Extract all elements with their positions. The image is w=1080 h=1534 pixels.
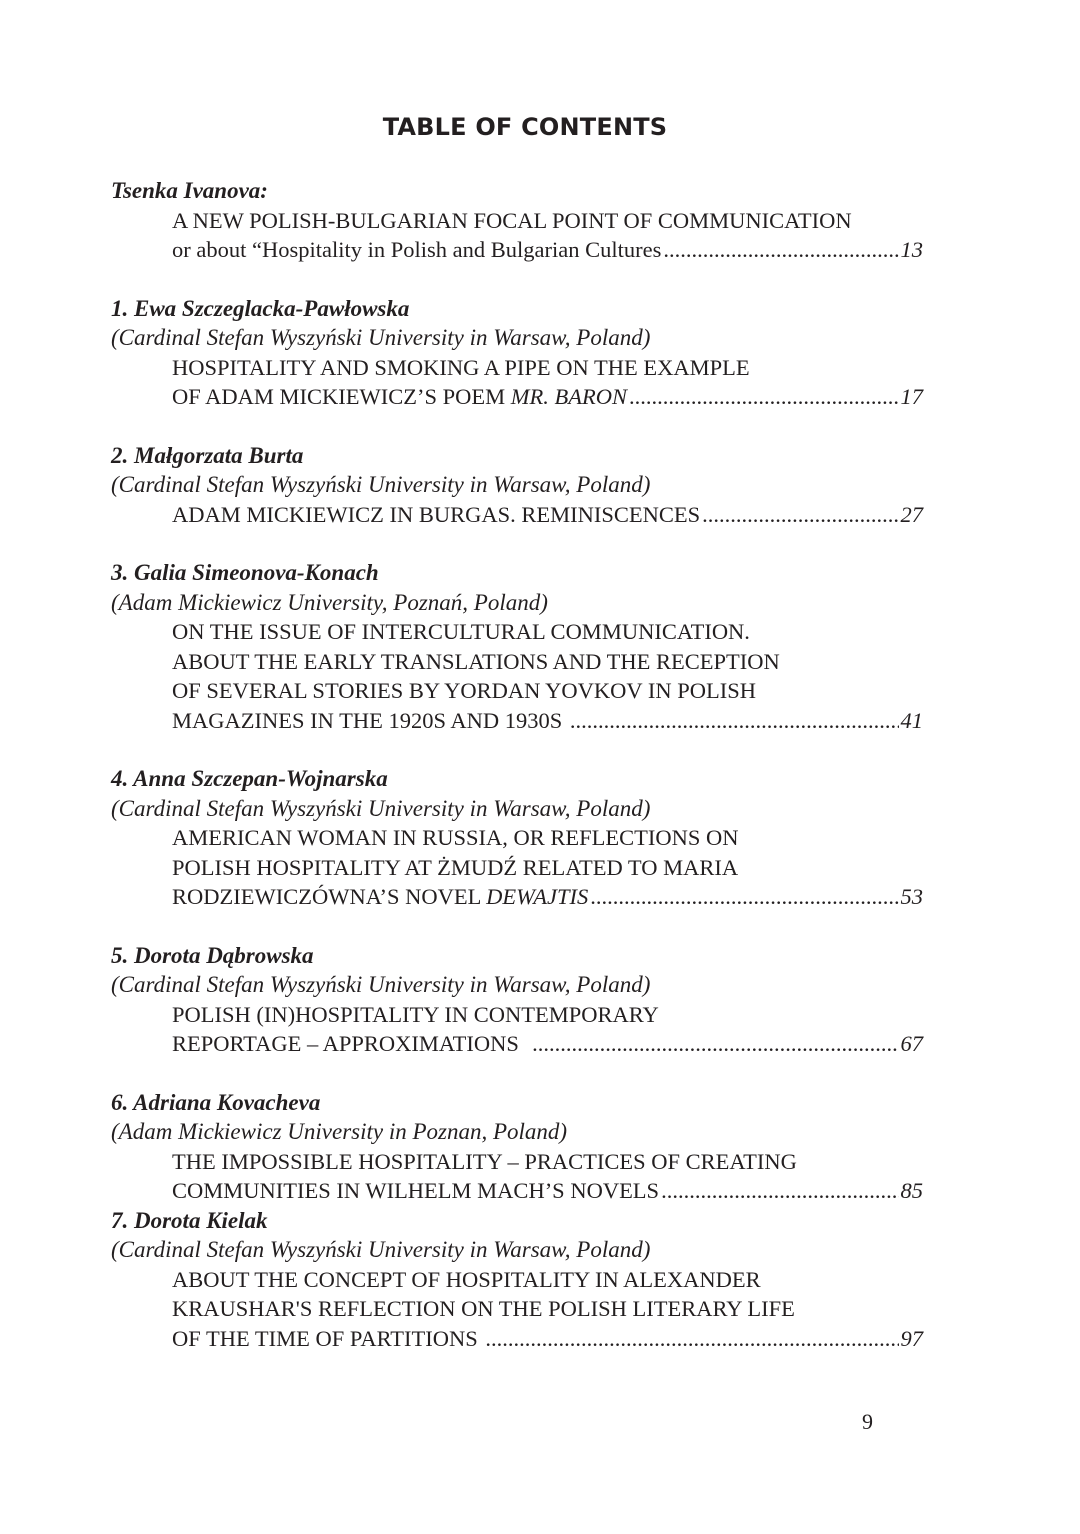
toc-entry-title-text — [172, 382, 627, 412]
toc-entry-last-line — [111, 235, 923, 265]
toc-entry-title-line: REPORTAGE – APPROXIMATIONS — [172, 1031, 531, 1056]
toc-entry — [111, 294, 923, 412]
toc-entry-author: 6. Adriana Kovacheva — [111, 1089, 321, 1115]
dot-leader — [532, 1029, 898, 1059]
toc-entry-title-text — [172, 706, 568, 736]
toc-entry-title-text — [172, 1029, 530, 1059]
toc-entry-author: 2. Małgorzata Burta — [111, 442, 304, 468]
toc-entry-title-text — [172, 500, 700, 530]
toc-entry-last-line — [111, 882, 923, 912]
toc-entry-title-line: KRAUSHAR'S REFLECTION ON THE POLISH LITERARY LIFE — [172, 1296, 795, 1321]
toc-entry-affiliation: (Cardinal Stefan Wyszyński University in Warsaw, Poland) — [111, 472, 651, 497]
toc-entry-title-line: OF ADAM MICKIEWICZ’S POEM — [172, 384, 511, 409]
dot-leader — [661, 1176, 898, 1206]
toc-entry — [111, 441, 923, 530]
toc-entry-last-line — [111, 706, 923, 736]
toc-entry — [111, 1206, 923, 1354]
toc-entry-affiliation: (Cardinal Stefan Wyszyński University in Warsaw, Poland) — [111, 325, 651, 350]
toc-entry-last-line — [111, 382, 923, 412]
dot-leader — [570, 706, 899, 736]
toc-entry-title-line: OF SEVERAL STORIES BY YORDAN YOVKOV IN POLISH — [172, 678, 757, 703]
toc-entry-affiliation: (Adam Mickiewicz University in Poznan, Poland) — [111, 1119, 568, 1144]
toc-entry-title-text — [172, 235, 661, 265]
toc-entry — [111, 1088, 923, 1206]
toc-entry-author: Tsenka Ivanova: — [111, 178, 268, 203]
page-number: 9 — [862, 1409, 873, 1434]
dot-leader — [590, 882, 898, 912]
toc-entry-title-line: ABOUT THE EARLY TRANSLATIONS AND THE RECEPTION — [172, 648, 780, 674]
toc-entry-title-line: ABOUT THE CONCEPT OF HOSPITALITY IN ALEXANDER — [172, 1266, 761, 1292]
dot-leader — [702, 500, 898, 530]
toc-entry-affiliation: (Cardinal Stefan Wyszyński University in Warsaw, Poland) — [111, 1237, 651, 1262]
toc-entry-title-line: A NEW POLISH-BULGARIAN FOCAL POINT OF COMMUNICATION — [172, 207, 852, 233]
toc-entry — [111, 558, 923, 735]
toc-entry-affiliation: (Cardinal Stefan Wyszyński University in Warsaw, Poland) — [111, 972, 651, 997]
toc-entry-author: 4. Anna Szczepan-Wojnarska — [111, 766, 388, 791]
toc-entry-page-number[interactable]: 97 — [900, 1325, 923, 1351]
toc-entry-title-line: HOSPITALITY AND SMOKING A PIPE ON THE EXAMPLE — [172, 354, 750, 380]
toc-entry-last-line — [111, 1324, 923, 1354]
toc-entry — [111, 764, 923, 912]
toc-entry-title-line: RODZIEWICZÓWNA’S NOVEL — [172, 884, 487, 909]
toc-entry-affiliation: (Cardinal Stefan Wyszyński University in Warsaw, Poland) — [111, 795, 651, 821]
toc-entry-page-number[interactable]: 53 — [900, 884, 923, 909]
toc-entry-title-line: ADAM MICKIEWICZ IN BURGAS. REMINISCENCES — [172, 501, 701, 527]
toc-entry-title-text — [172, 1176, 659, 1206]
toc-entry-page-number[interactable]: 27 — [900, 501, 923, 527]
toc-entry-author: 7. Dorota Kielak — [111, 1207, 268, 1233]
toc-entry — [111, 941, 923, 1059]
toc-entry-author: 5. Dorota Dąbrowska — [111, 942, 314, 968]
toc-entry-title-line: ON THE ISSUE OF INTERCULTURAL COMMUNICATION. — [172, 619, 750, 644]
toc-entry-affiliation: (Adam Mickiewicz University, Poznań, Poland) — [111, 589, 548, 615]
toc-entry-last-line — [111, 1176, 923, 1206]
dot-leader — [663, 235, 898, 265]
toc-entry-last-line — [111, 500, 923, 530]
toc-list — [111, 176, 923, 1353]
toc-entry-author: 1. Ewa Szczeglacka-Pawłowska — [111, 295, 410, 321]
toc-entry-italic-title: MR. BARON — [510, 384, 627, 409]
toc-entry-title-text — [172, 1324, 483, 1354]
toc-entry-title-line: OF THE TIME OF PARTITIONS — [172, 1325, 484, 1351]
toc-entry-author: 3. Galia Simeonova-Konach — [111, 560, 379, 585]
toc-entry-title-line: POLISH (IN)HOSPITALITY IN CONTEMPORARY — [172, 1001, 659, 1027]
toc-entry-title-text — [172, 882, 588, 912]
dot-leader — [629, 382, 899, 412]
toc-entry-title-line: POLISH HOSPITALITY AT ŻMUDŹ RELATED TO MARIA — [172, 854, 739, 880]
toc-entry-last-line — [111, 1029, 923, 1059]
toc-entry-page-number[interactable]: 13 — [900, 237, 923, 262]
toc-entry-title-line: AMERICAN WOMAN IN RUSSIA, OR REFLECTIONS ON — [172, 825, 739, 850]
toc-entry — [111, 176, 923, 265]
toc-entry-page-number[interactable]: 85 — [900, 1178, 923, 1203]
toc-entry-title-line: COMMUNITIES IN WILHELM MACH’S NOVELS — [172, 1178, 660, 1203]
toc-entry-page-number[interactable]: 17 — [900, 384, 923, 409]
page-title: TABLE OF CONTENTS — [382, 113, 668, 141]
toc-entry-title-line: THE IMPOSSIBLE HOSPITALITY – PRACTICES OF CREATING — [172, 1148, 797, 1174]
toc-entry-title-line: MAGAZINES IN THE 1920S AND 1930S — [172, 707, 568, 733]
toc-entry-italic-title: DEWAJTIS — [486, 884, 589, 909]
toc-entry-page-number[interactable]: 41 — [900, 707, 923, 733]
toc-entry-title-line: or about “Hospitality in Polish and Bulgarian Cultures — [172, 237, 662, 262]
toc-entry-page-number[interactable]: 67 — [900, 1031, 923, 1056]
dot-leader — [485, 1324, 898, 1354]
